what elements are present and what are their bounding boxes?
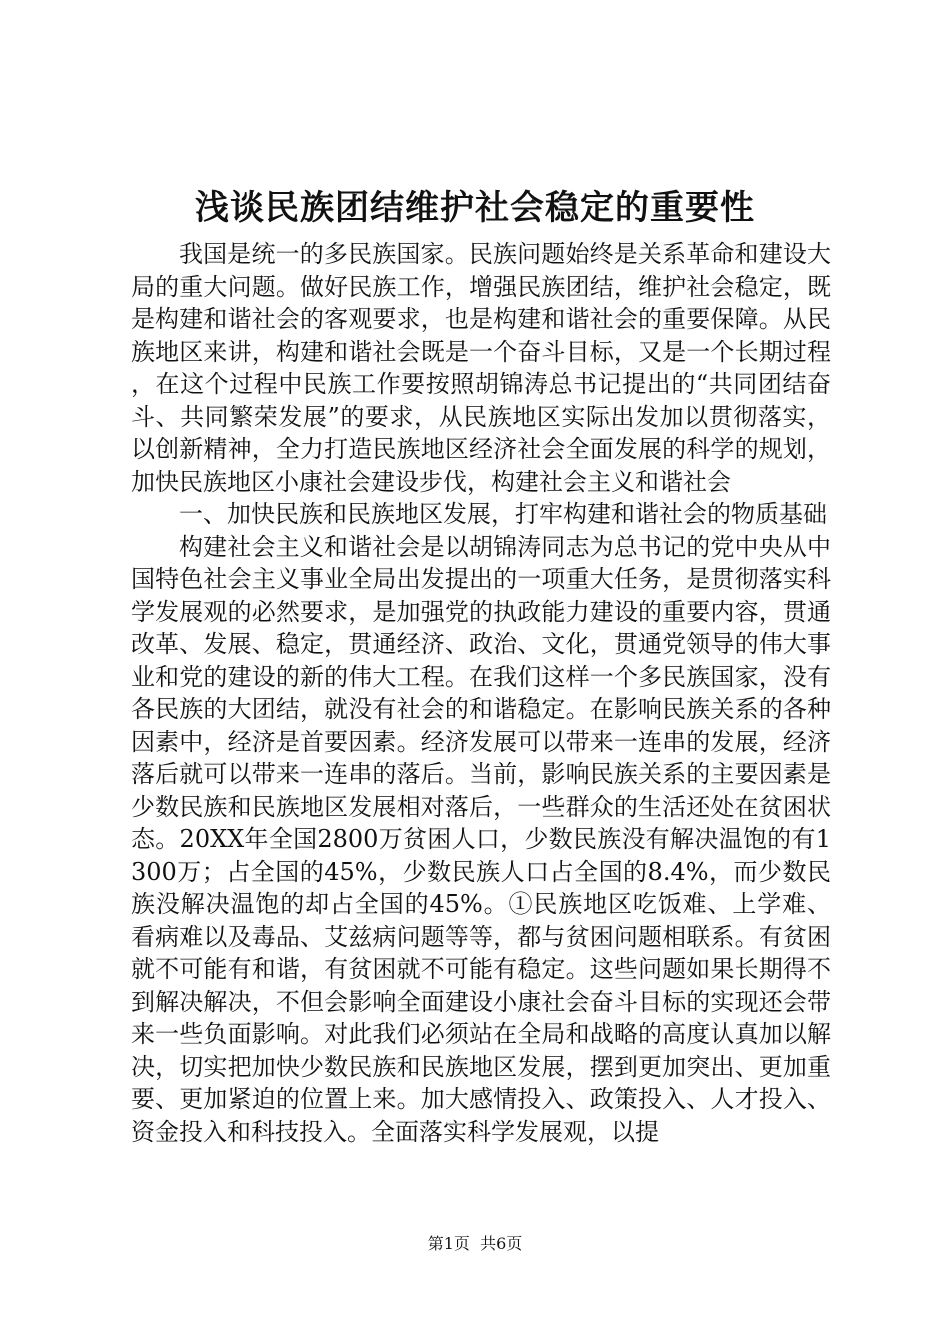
page-number: 第1页 (427, 1234, 470, 1253)
document-body (131, 238, 831, 1148)
paragraph-intro: 我国是统一的多民族国家。民族问题始终是关系革命和建设大局的重大问题。做好民族工作，增强民族团结，维护社会稳定，既是构建和谐社会的客观要求，也是构建和谐社会的重要保障。从民族地区来讲，构建和谐社会既是一个奋斗目标，又是一个长期过程，在这个过程中民族工作要按照胡锦涛总书记提出的“共同团结奋斗、共同繁荣发展”的要求，从民族地区实际出发加以贯彻落实，以创新精神，全力打造民族地区经济社会全面发展的科学的规划，加快民族地区小康社会建设步伐，构建社会主义和谐社会 (131, 240, 831, 496)
footer-spacer (470, 1234, 480, 1253)
document-title: 浅谈民族团结维护社会稳定的重要性 (195, 188, 755, 228)
page-footer (0, 1233, 950, 1255)
page-total: 共6页 (480, 1234, 523, 1253)
paragraph-main: 构建社会主义和谐社会是以胡锦涛同志为总书记的党中央从中国特色社会主义事业全局出发提出的一项重大任务，是贯彻落实科学发展观的必然要求，是加强党的执政能力建设的重要内容，贯通改革、发展、稳定，贯通经济、政治、文化，贯通党领导的伟大事业和党的建设的新的伟大工程。在我们这样一个多民族国家，没有各民族的大团结，就没有社会的和谐稳定。在影响民族关系的各种因素中，经济是首要因素。经济发展可以带来一连串的发展，经济落后就可以带来一连串的落后。当前，影响民族关系的主要因素是少数民族和民族地区发展相对落后，一些群众的生活还处在贫困状态。20XX年全国2800万贫困人口，少数民族没有解决温饱的有1300万；占全国的45%，少数民族人口占全国的8.4%，而少数民族没解决温饱的却占全国的45%。①民族地区吃饭难、上学难、看病难以及毒品、艾兹病问题等等，都与贫困问题相联系。有贫困就不可能有和谐，有贫困就不可能有稳定。这些问题如果长期得不到解决解决，不但会影响全面建设小康社会奋斗目标的实现还会带来一些负面影响。对此我们必须站在全局和战略的高度认真加以解决，切实把加快少数民族和民族地区发展，摆到更加突出、更加重要、更加紧迫的位置上来。加大感情投入、政策投入、人才投入、资金投入和科技投入。全面落实科学发展观，以提 (131, 532, 831, 1146)
paragraph-section-heading: 一、加快民族和民族地区发展，打牢构建和谐社会的物质基础 (179, 500, 827, 528)
